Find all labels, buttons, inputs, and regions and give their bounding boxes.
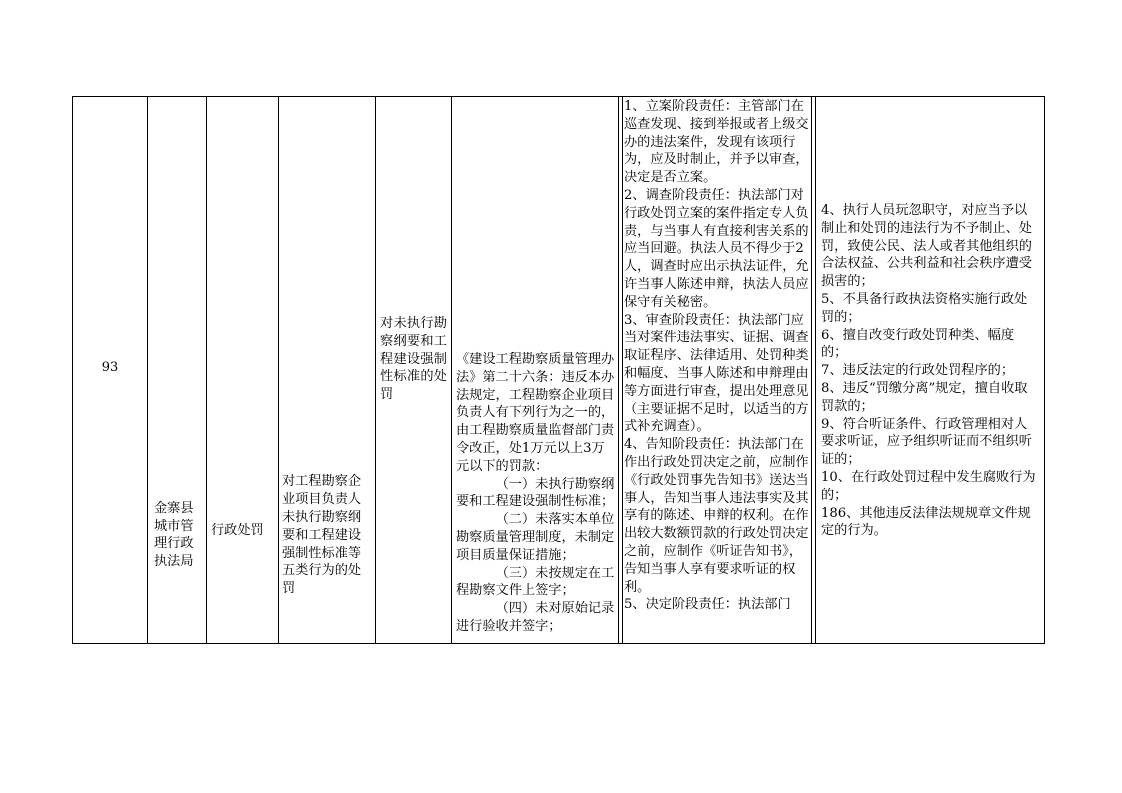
inner-border-line: [811, 97, 812, 643]
accountability-item: 186、其他违反法律法规规章文件规定的行为。: [821, 505, 1031, 539]
legal-basis-item: （四）未对原始记录进行验收并签字；: [456, 601, 615, 634]
accountability-item: 7、违反法定的行政处罚程序的；: [821, 363, 1015, 379]
department-name: 金寨县城市管理行政执法局: [154, 500, 194, 570]
inner-border-line: [622, 97, 623, 643]
responsibility-item: 2、调查阶段责任：执法部门对行政处罚立案的案件指定专人负责，与当事人有直接利害关系的应当回避。执法人员不得少于2人，调查时应出示执法证件，允许当事人陈述申辩，执法人员应保守有关秘密。: [624, 187, 809, 310]
legal-basis-item: （二）未落实本单位勘察质量管理制度，未制定项目质量保证措施；: [456, 512, 615, 563]
legal-basis-item: （一）未执行勘察纲要和工程建设强制性标准；: [456, 476, 615, 510]
serial-number: 93: [101, 360, 119, 375]
responsibility-item: 1、立案阶段责任：主管部门在巡查发现、接到举报或者上级交办的违法案件，发现有该项行为，应及时制止，并予以审查，决定是否立案。: [624, 99, 809, 186]
responsibility-item: 5、决定阶段责任：执法部门: [624, 597, 791, 613]
legal-basis-cell: [452, 97, 619, 643]
accountability-item: 10、在行政处罚过程中发生腐败行为的；: [821, 469, 1036, 503]
accountability-item: 9、符合听证条件、行政管理相对人要求听证，应予组织听证而不组织听证的；: [821, 416, 1032, 468]
accountability-item: 5、不具备行政执法资格实施行政处罚的；: [821, 291, 1028, 325]
legal-basis: [456, 351, 616, 636]
responsibility-cell: [619, 97, 816, 643]
legal-basis-item: （三）未按规定在工程勘察文件上签字；: [456, 565, 615, 599]
responsibility-item: 3、审查阶段责任：执法部门应当对案件违法事实、证据、调查取证程序、法律适用、处罚种类和幅度、当事人陈述和申辩理由等方面进行审查，提出处理意见（主要证据不足时，以适当的方式补充调查）。: [624, 312, 809, 435]
item-name-cell: [279, 97, 376, 643]
legal-basis-intro: 《建设工程勘察质量管理办法》第二十六条：违反本办法规定，工程勘察企业项目负责人有下列行为之一的，由工程勘察质量监督部门责令改正，处1万元以上3万元以下的罚款：: [456, 352, 615, 474]
accountability-item: 4、执行人员玩忽职守，对应当予以制止和处罚的违法行为不予制止、处罚，致使公民、法人或者其他组织的合法权益、公共利益和社会秩序遭受损害的；: [821, 203, 1032, 290]
serial-number-cell: [73, 97, 148, 643]
category-cell: [207, 97, 279, 643]
department-cell: [148, 97, 207, 643]
power-item-name: 对工程勘察企业项目负责人未执行勘察纲要和工程建设强制性标准等五类行为的处罚: [282, 474, 362, 597]
accountability-cell: [816, 97, 1044, 643]
authority-table-row: [72, 96, 1045, 644]
accountability-item: 8、违反“罚缴分离”规定，擅自收取罚款的；: [821, 380, 1028, 414]
responsibility-item: 4、告知阶段责任：执法部门在作出行政处罚决定之前，应制作《行政处罚事先告知书》送达当事人，告知当事人违法事实及其享有的陈述、申辩的权利。在作出较大数额罚款的行政处罚决定之前，应制作《听证告知书》，告知当事人享有要求听证的权利。: [624, 437, 809, 595]
power-category: 行政处罚: [211, 523, 264, 538]
sub-item-cell: [376, 97, 452, 643]
accountability-list: [821, 202, 1040, 540]
responsibility-list: [624, 98, 809, 614]
accountability-item: 6、擅自改变行政处罚种类、幅度的；: [821, 327, 1015, 361]
sub-item-name: 对未执行勘察纲要和工程建设强制性标准的处罚: [380, 316, 447, 403]
